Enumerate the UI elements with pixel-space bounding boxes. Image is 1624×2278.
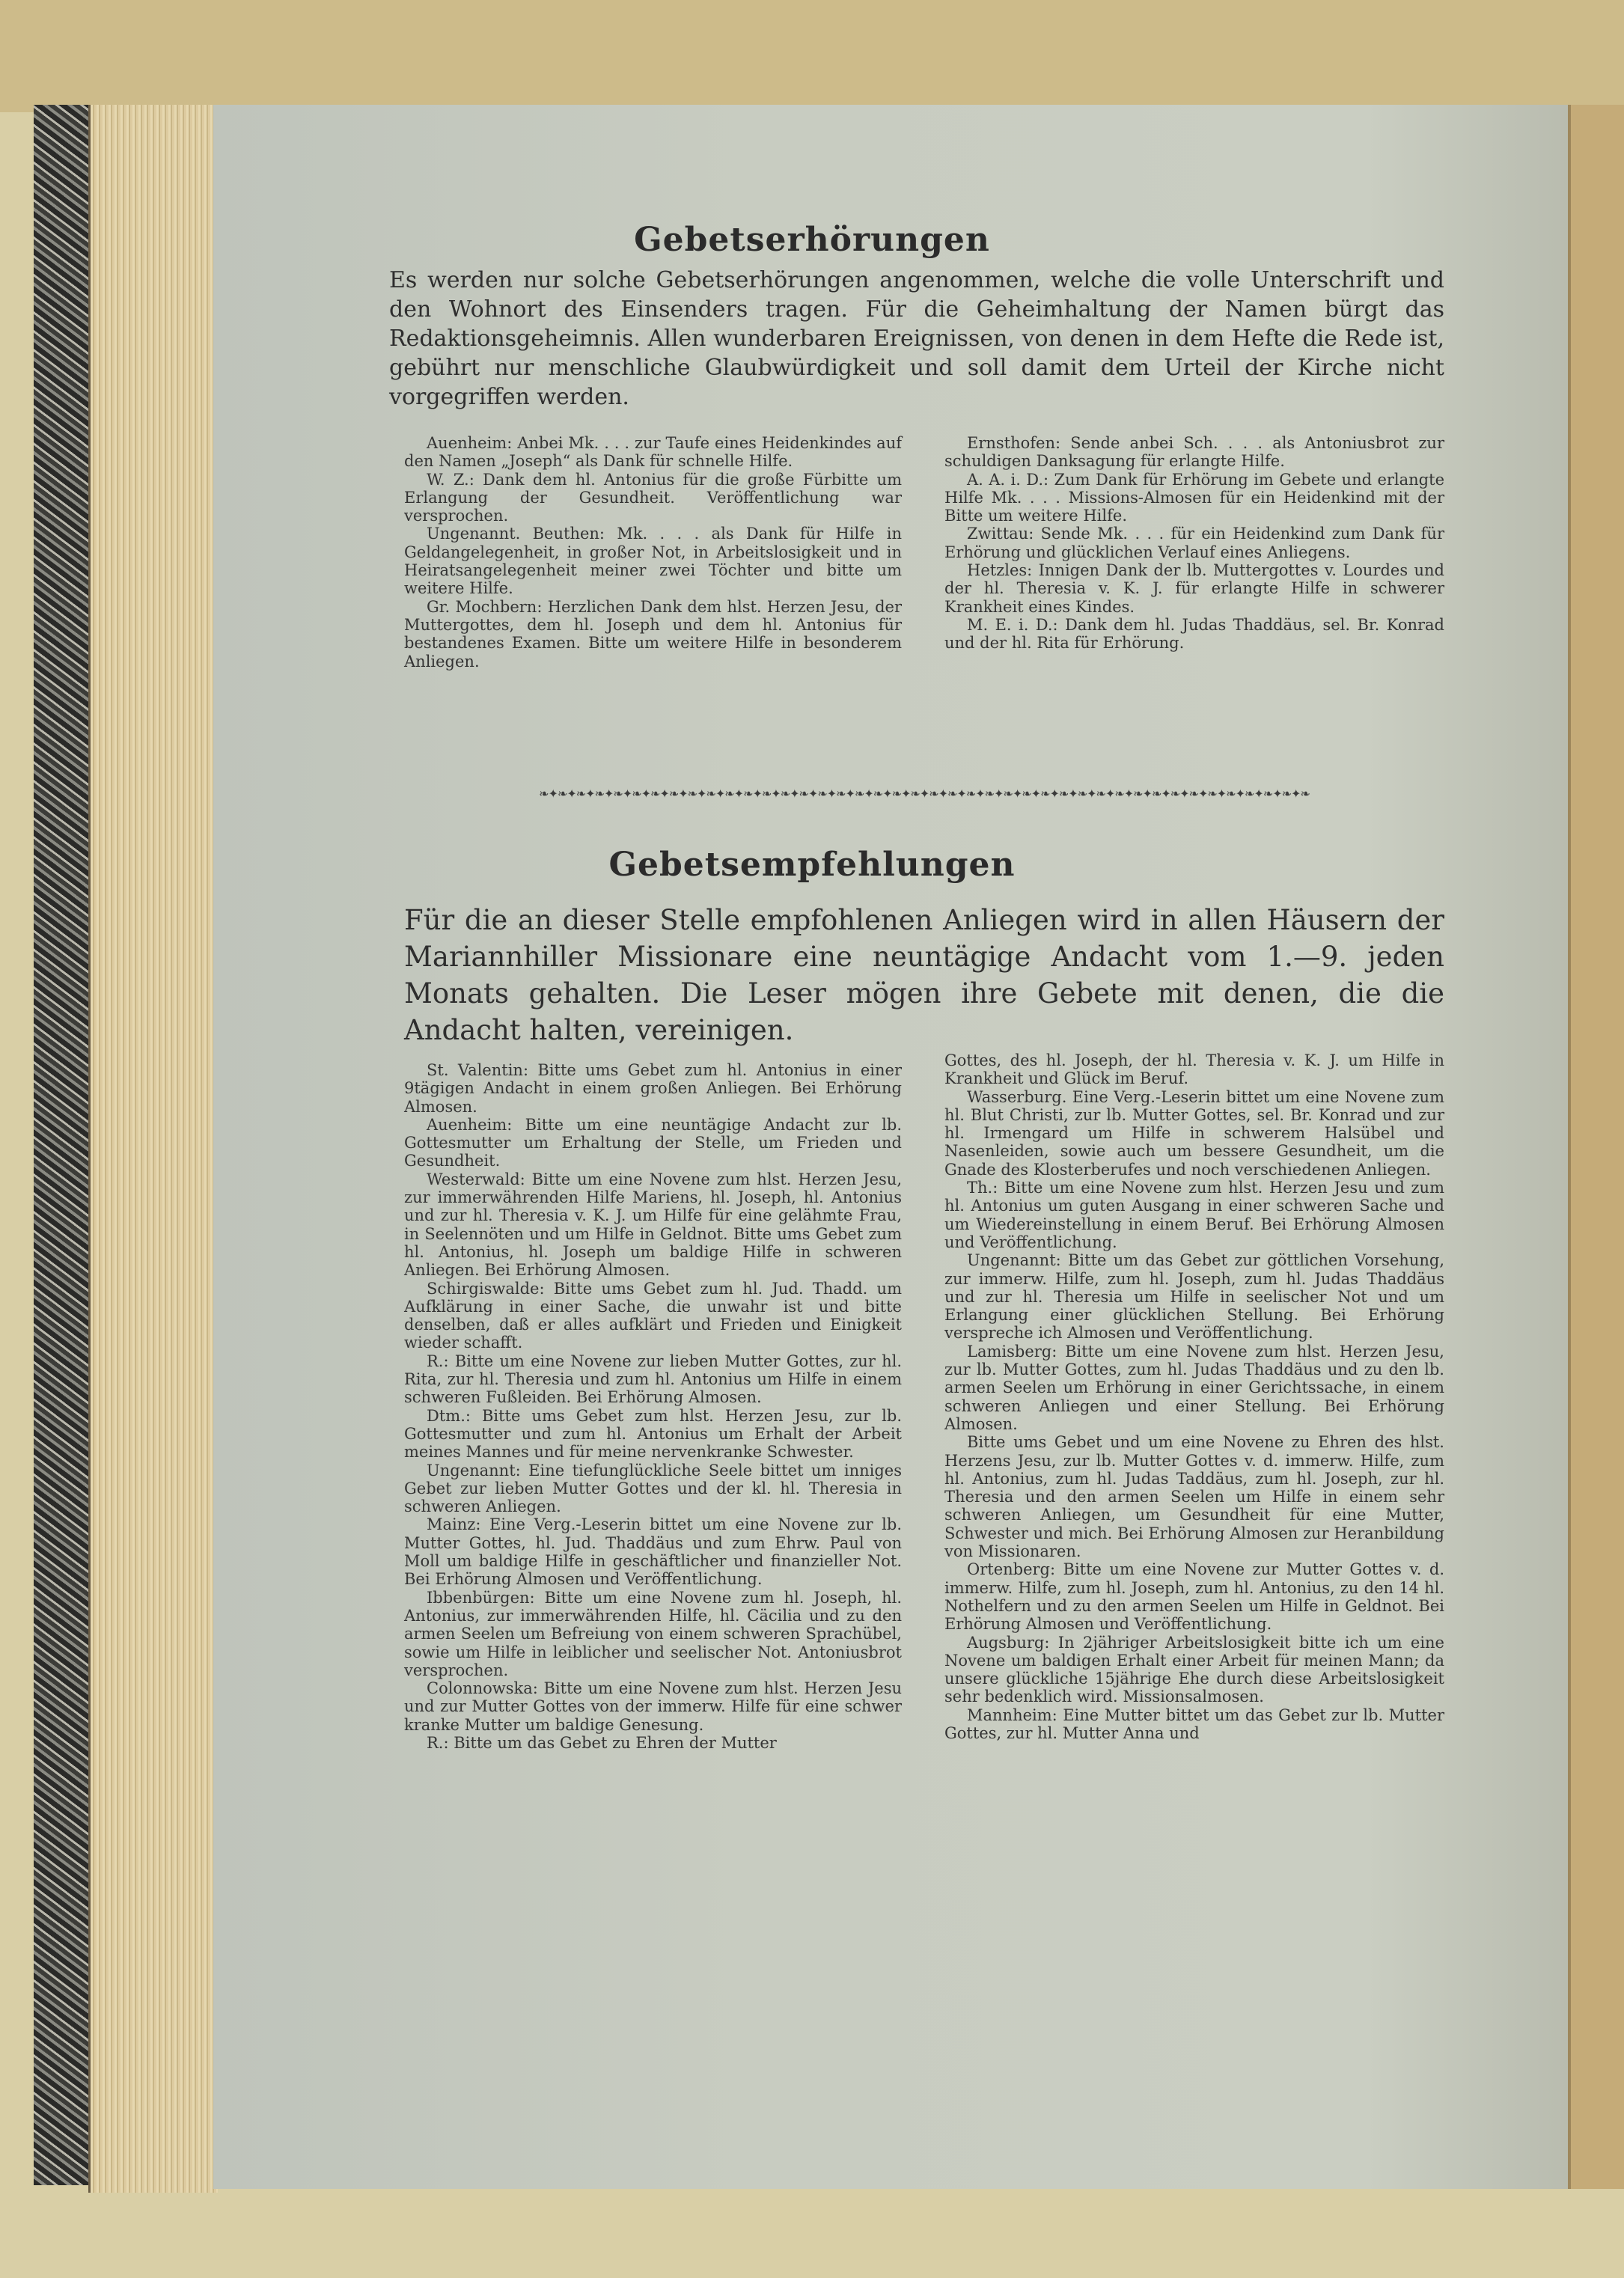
column-right-empfehlungen <box>944 1051 1444 1742</box>
scan-background <box>0 0 1624 112</box>
entry: Westerwald: Bitte um eine Novene zum hlst. Herzen Jesu, zur immerwährenden Hilfe Mariens, hl. Joseph, hl. Antonius und zur hl. Theresia v. K. J. um Hilfe für eine gelähmte Frau, in Seelennöten und um Hilfe in Geldnot. Bitte ums Gebet zum hl. Antonius, hl. Joseph um baldige Hilfe in schweren Anliegen. Bei Erhörung Almosen. <box>404 1170 902 1280</box>
entry: Bitte ums Gebet und um eine Novene zu Ehren des hlst. Herzens Jesu, zur lb. Mutter Gottes v. d. immerw. Hilfe, zum hl. Antonius, zum hl. Judas Taddäus, zum hl. Joseph, zur hl. Theresia und den armen Seelen um Hilfe in einem sehr schweren Anliegen, um Gesundheit für eine Mutter, Schwester und mich. Bei Erhörung Almosen zur Heranbildung von Missionaren. <box>944 1433 1444 1561</box>
entry: Wasserburg. Eine Verg.-Leserin bittet um eine Novene zum hl. Blut Christi, zur lb. Mutter Gottes, sel. Br. Konrad und zur hl. Irmengard um Hilfe in schwerem Halsübel und Nasenleiden, sowie auch um bessere Gesundheit, um die Gnade des Klosterberufes und noch verschiedenen Anliegen. <box>944 1087 1444 1179</box>
facing-page-edge <box>1568 105 1624 2189</box>
entry: Colonnowska: Bitte um eine Novene zum hlst. Herzen Jesu und zur Mutter Gottes von der immerw. Hilfe für eine schwer kranke Mutter um baldige Genesung. <box>404 1679 902 1734</box>
entry: Lamisberg: Bitte um eine Novene zum hlst. Herzen Jesu, zur lb. Mutter Gottes, zum hl. Judas Thaddäus und zu den lb. armen Seelen um Erhörung in einer Gerichtssache, in einem schweren Anliegen und einer Stellung. Bei Erhörung Almosen. <box>944 1342 1444 1433</box>
entry: Ernsthofen: Sende anbei Sch. . . . als Antoniusbrot zur schuldigen Danksagung für erlangte Hilfe. <box>944 434 1444 471</box>
section-intro-gebetsempfehlungen: Für die an dieser Stelle empfohlenen Anliegen wird in allen Häusern der Mariannhiller Missionare eine neuntägige Andacht vom 1.—9. jeden Monats gehalten. Die Leser mögen ihre Gebete mit denen, die die Andacht halten, vereinigen. <box>404 904 1444 1046</box>
page-stack-edges <box>88 105 218 2193</box>
entry: Zwittau: Sende Mk. . . . für ein Heidenkind zum Dank für Erhörung und glücklichen Verlauf eines Anliegens. <box>944 525 1444 561</box>
entry: M. E. i. D.: Dank dem hl. Judas Thaddäus, sel. Br. Konrad und der hl. Rita für Erhörung. <box>944 615 1444 653</box>
column-right-erhoerungen <box>944 434 1444 653</box>
entry: St. Valentin: Bitte ums Gebet zum hl. Antonius in einer 9tägigen Andacht in einem großen Anliegen. Bei Erhörung Almosen. <box>404 1061 902 1116</box>
entry: A. A. i. D.: Zum Dank für Erhörung im Gebete und erlangte Hilfe Mk. . . . Missions-Almosen für ein Heidenkind mit der Bitte um weitere Hilfe. <box>944 470 1444 525</box>
entry: Ungenannt: Eine tiefunglückliche Seele bittet um inniges Gebet zur lieben Mutter Gottes und der kl. hl. Theresia in schweren Anliegen. <box>404 1461 902 1516</box>
entry: Mainz: Eine Verg.-Leserin bittet um eine Novene zur lb. Mutter Gottes, hl. Jud. Thaddäus und zum Ehrw. Paul von Moll um baldige Hilfe in geschäftlicher und finanzieller Not. Bei Erhörung Almosen und Veröffentlichung. <box>404 1515 902 1589</box>
entry: Schirgiswalde: Bitte ums Gebet zum hl. Jud. Thadd. um Aufklärung in einer Sache, die unwahr ist und bitte denselben, daß er alles aufklärt und Frieden und Einigkeit wieder schafft. <box>404 1279 902 1352</box>
column-left-empfehlungen <box>404 1061 902 1752</box>
entry: Ungenannt. Beuthen: Mk. . . . als Dank für Hilfe in Geldangelegenheit, in großer Not, in Arbeitslosigkeit und in Heiratsangelegenheit meiner zwei Töchter und bitte um weitere Hilfe. <box>404 525 902 598</box>
entry: Auenheim: Bitte um eine neuntägige Andacht zur lb. Gottesmutter um Erhaltung der Stelle, um Frieden und Gesundheit. <box>404 1115 902 1170</box>
entry: Gr. Mochbern: Herzlichen Dank dem hlst. Herzen Jesu, der Muttergottes, dem hl. Joseph und dem hl. Antonius für bestandenes Examen. Bitte um weitere Hilfe in besonderem Anliegen. <box>404 597 902 671</box>
entry: Ortenberg: Bitte um eine Novene zur Mutter Gottes v. d. immerw. Hilfe, zum hl. Joseph, zum hl. Antonius, zu den 14 hl. Nothelfern und zu den armen Seelen um Hilfe in Geldnot. Bei Erhörung Almosen und Veröffentlichung. <box>944 1560 1444 1634</box>
entry: Hetzles: Innigen Dank der lb. Muttergottes v. Lourdes und der hl. Theresia v. K. J. für erlangte Hilfe in schwerer Krankheit eines Kindes. <box>944 561 1444 616</box>
ornamental-divider: ❧✦❧✦❧✦❧✦❧✦❧✦❧✦❧✦❧✦❧✦❧✦❧✦❧✦❧✦❧✦❧✦❧✦❧✦❧✦❧✦❧✦❧✦❧✦❧✦❧✦❧✦❧✦❧✦❧✦❧✦❧✦❧✦❧✦❧✦❧✦❧✦❧✦❧✦❧✦❧✦❧✦❧ <box>539 787 1310 801</box>
section-title-gebetserhoerungen: Gebetserhörungen <box>634 221 990 259</box>
column-left-erhoerungen <box>404 434 902 671</box>
entry: Ungenannt: Bitte um das Gebet zur göttlichen Vorsehung, zur immerw. Hilfe, zum hl. Joseph, zum hl. Judas Thaddäus und zur hl. Theresia um Hilfe in seelischer Not und um Erlangung einer glücklichen Stellung. Bei Erhörung verspreche ich Almosen und Veröffentlichung. <box>944 1251 1444 1343</box>
entry: Augsburg: In 2jähriger Arbeitslosigkeit bitte ich um eine Novene um baldigen Erhalt einer Arbeit für meinen Mann; da unsere glückliche 15jährige Ehe durch diese Arbeitslosigkeit sehr bedenklich wird. Missionsalmosen. <box>944 1633 1444 1706</box>
entry: R.: Bitte um eine Novene zur lieben Mutter Gottes, zur hl. Rita, zur hl. Theresia und zum hl. Antonius um Hilfe in einem schweren Fußleiden. Bei Erhörung Almosen. <box>404 1352 902 1407</box>
entry: Ibbenbürgen: Bitte um eine Novene zum hl. Joseph, hl. Antonius, zur immerwährenden Hilfe, hl. Cäcilia und zu den armen Seelen um Befreiung von einem schweren Sprachübel, sowie um Hilfe in leiblicher und seelischer Not. Antoniusbrot versprochen. <box>404 1588 902 1679</box>
entry: W. Z.: Dank dem hl. Antonius für die große Fürbitte um Erlangung der Gesundheit. Veröffentlichung war versprochen. <box>404 470 902 525</box>
entry: R.: Bitte um das Gebet zu Ehren der Mutter <box>427 1733 777 1752</box>
section-title-gebetsempfehlungen: Gebetsempfehlungen <box>608 846 1016 884</box>
entry: Auenheim: Anbei Mk. . . . zur Taufe eines Heidenkindes auf den Namen „Joseph“ als Dank für schnelle Hilfe. <box>404 434 902 471</box>
entry: Mannheim: Eine Mutter bittet um das Gebet zur lb. Mutter Gottes, zur hl. Mutter Anna und <box>944 1706 1444 1742</box>
entry: Dtm.: Bitte ums Gebet zum hlst. Herzen Jesu, zur lb. Gottesmutter und zum hl. Antonius um Erhalt der Arbeit meines Mannes und für meine nervenkranke Schwester. <box>404 1406 902 1462</box>
section-intro-gebetserhoerungen: Es werden nur solche Gebetserhörungen angenommen, welche die volle Unterschrift und den Wohnort des Einsenders tragen. Für die Geheimhaltung der Namen bürgt das Redaktionsgeheimnis. Allen wunderbaren Ereignissen, von denen in dem Hefte die Rede ist, gebührt nur menschliche Glaubwürdigkeit und soll damit dem Urteil der Kirche nicht vorgegriffen werden. <box>389 267 1444 410</box>
entry-continued: Gottes, des hl. Joseph, der hl. Theresia v. K. J. um Hilfe in Krankheit und Glück im Beruf. <box>944 1051 1444 1088</box>
entry: Th.: Bitte um eine Novene zum hlst. Herzen Jesu und zum hl. Antonius um guten Ausgang in einer schweren Sache und um Wiedereinstellung in einem Beruf. Bei Erhörung Almosen und Veröffentlichung. <box>944 1179 1444 1251</box>
